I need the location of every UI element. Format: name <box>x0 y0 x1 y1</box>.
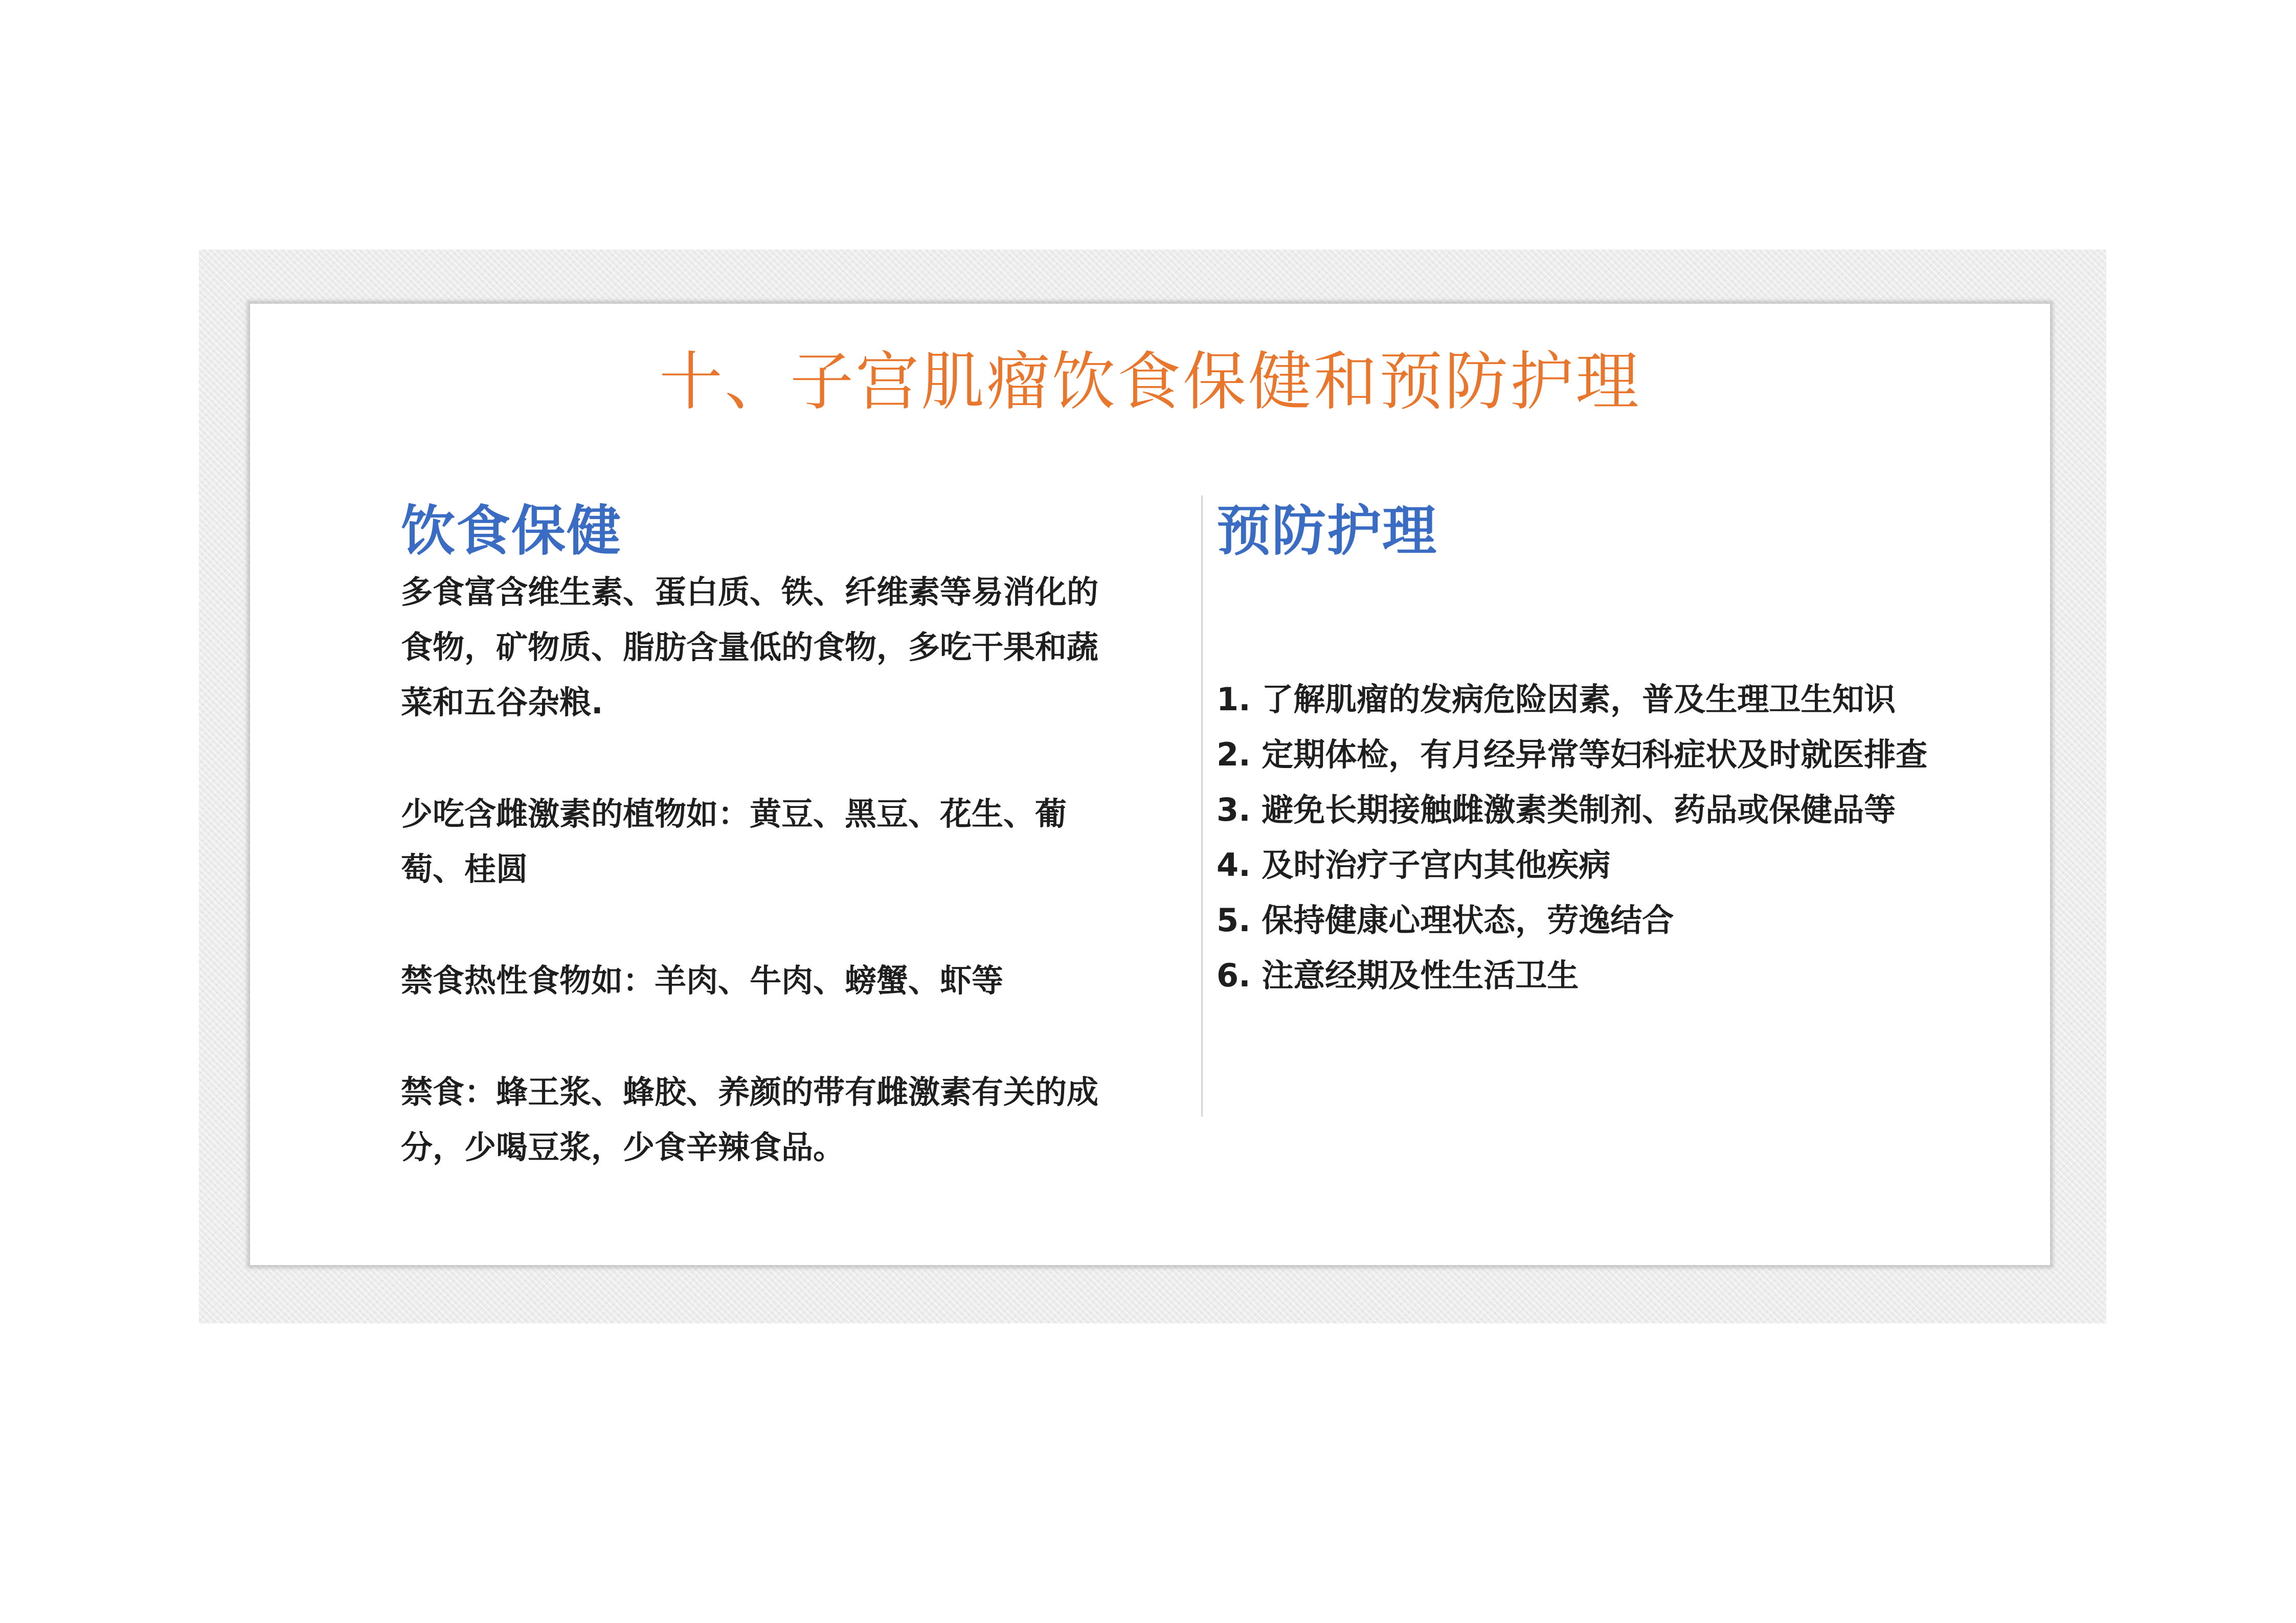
diet-paragraph: 禁食：蜂王浆、蜂胶、养颜的带有雌激素有关的成分，少喝豆浆，少食辛辣食品。 <box>401 1073 1099 1166</box>
prevention-item: 1. 了解肌瘤的发病危险因素，普及生理卫生知识 <box>1217 681 1896 718</box>
prevention-item: 6. 注意经期及性生活卫生 <box>1217 957 1579 994</box>
diet-paragraph: 禁食热性食物如：羊肉、牛肉、螃蟹、虾等 <box>401 962 1004 999</box>
slide-title: 十、子宫肌瘤饮食保健和预防护理 <box>659 345 1641 419</box>
prevention-item: 3. 避免长期接触雌激素类制剂、药品或保健品等 <box>1217 791 1896 828</box>
prevention-list <box>1217 672 2014 1003</box>
slide-card <box>250 304 2050 1265</box>
prevention-item: 4. 及时治疗子宫内其他疾病 <box>1217 846 1611 884</box>
column-divider <box>1201 495 1203 1117</box>
diet-paragraph: 多食富含维生素、蛋白质、铁、纤维素等易消化的食物，矿物质、脂肪含量低的食物，多吃干果和蔬菜和五谷杂粮. <box>401 573 1099 721</box>
diet-heading: 饮食保健 <box>401 500 622 562</box>
prevention-section <box>1217 498 2014 1003</box>
prevention-heading: 预防护理 <box>1217 500 1437 562</box>
prevention-item: 5. 保持健康心理状态，劳逸结合 <box>1217 901 1674 939</box>
diet-paragraph: 少吃含雌激素的植物如：黄豆、黑豆、花生、葡萄、桂圆 <box>401 795 1067 888</box>
diet-section <box>401 498 1127 1175</box>
prevention-item: 2. 定期体检，有月经异常等妇科症状及时就医排查 <box>1217 736 1928 773</box>
